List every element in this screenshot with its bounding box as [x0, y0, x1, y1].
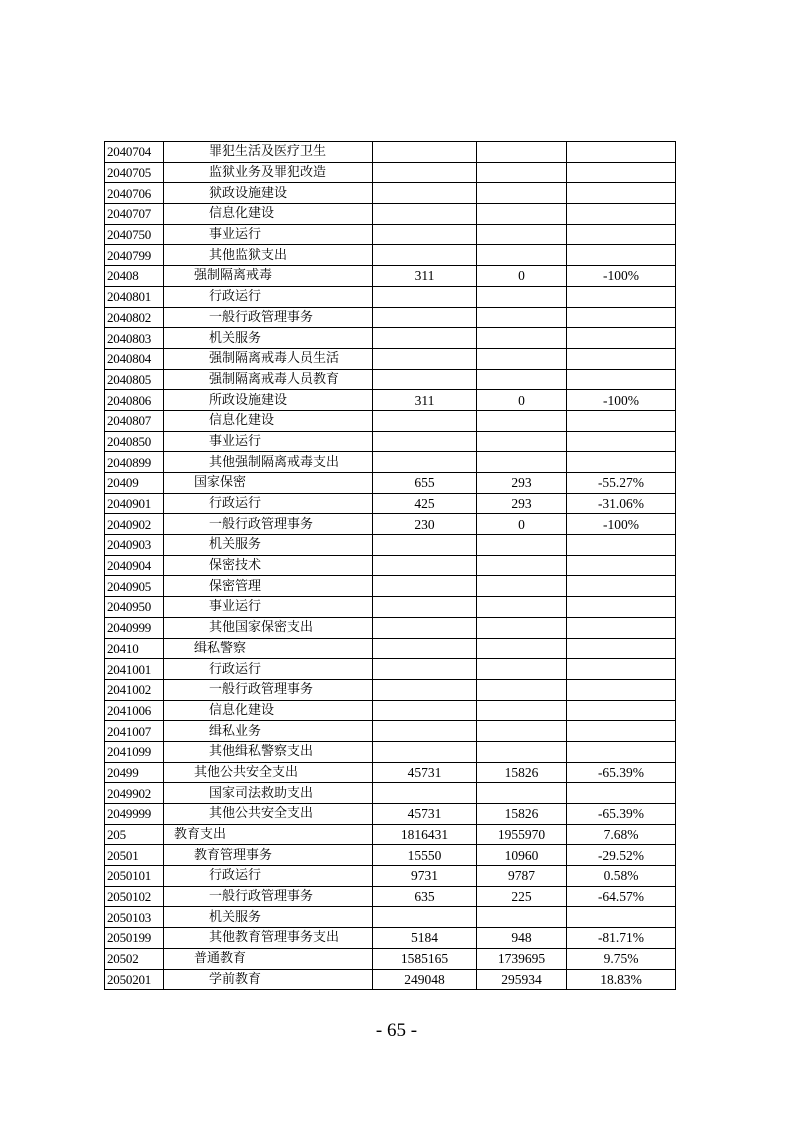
row-change: -64.57% [567, 886, 676, 907]
row-name: 事业运行 [164, 224, 373, 245]
row-value-a [373, 576, 477, 597]
row-code: 2040707 [105, 204, 164, 225]
row-name: 所政设施建设 [164, 390, 373, 411]
row-value-b [477, 617, 567, 638]
row-name: 教育管理事务 [164, 845, 373, 866]
row-value-b [477, 638, 567, 659]
table-row [105, 245, 676, 266]
row-name: 信息化建设 [164, 204, 373, 225]
row-name: 机关服务 [164, 535, 373, 556]
row-code: 2040750 [105, 224, 164, 245]
row-value-b [477, 348, 567, 369]
row-change [567, 183, 676, 204]
row-code: 2050103 [105, 907, 164, 928]
row-change [567, 679, 676, 700]
table-row [105, 783, 676, 804]
row-change [567, 369, 676, 390]
budget-table [104, 141, 676, 990]
row-code: 2040704 [105, 142, 164, 163]
row-name: 事业运行 [164, 431, 373, 452]
row-value-a [373, 783, 477, 804]
row-change: -100% [567, 514, 676, 535]
row-code: 2041099 [105, 741, 164, 762]
row-name: 一般行政管理事务 [164, 886, 373, 907]
row-name: 强制隔离戒毒人员教育 [164, 369, 373, 390]
row-name: 机关服务 [164, 328, 373, 349]
row-code: 2040805 [105, 369, 164, 390]
table-row [105, 762, 676, 783]
row-value-b [477, 679, 567, 700]
row-change [567, 638, 676, 659]
row-name: 缉私警察 [164, 638, 373, 659]
row-code: 20501 [105, 845, 164, 866]
table-row [105, 721, 676, 742]
table-row [105, 886, 676, 907]
row-value-b: 1739695 [477, 948, 567, 969]
row-change [567, 741, 676, 762]
row-name: 其他教育管理事务支出 [164, 928, 373, 949]
row-name: 缉私业务 [164, 721, 373, 742]
row-value-a [373, 555, 477, 576]
row-change [567, 286, 676, 307]
row-code: 20410 [105, 638, 164, 659]
row-value-b [477, 431, 567, 452]
row-value-a [373, 638, 477, 659]
row-code: 20502 [105, 948, 164, 969]
row-change: -65.39% [567, 762, 676, 783]
row-code: 2040904 [105, 555, 164, 576]
row-name: 保密技术 [164, 555, 373, 576]
table-row [105, 576, 676, 597]
row-change [567, 617, 676, 638]
row-code: 2050201 [105, 969, 164, 990]
row-value-a: 45731 [373, 804, 477, 825]
row-change [567, 452, 676, 473]
row-value-b [477, 183, 567, 204]
row-name: 学前教育 [164, 969, 373, 990]
row-code: 20408 [105, 266, 164, 287]
row-name: 普通教育 [164, 948, 373, 969]
table-row [105, 431, 676, 452]
row-value-b [477, 369, 567, 390]
row-code: 2040802 [105, 307, 164, 328]
row-name: 狱政设施建设 [164, 183, 373, 204]
table-row [105, 597, 676, 618]
row-value-a: 1585165 [373, 948, 477, 969]
row-code: 2040801 [105, 286, 164, 307]
table-row [105, 948, 676, 969]
row-value-b [477, 700, 567, 721]
row-change: -55.27% [567, 473, 676, 494]
row-change: -81.71% [567, 928, 676, 949]
table-row [105, 700, 676, 721]
row-change [567, 555, 676, 576]
row-code: 2040905 [105, 576, 164, 597]
row-code: 2040950 [105, 597, 164, 618]
row-code: 2041002 [105, 679, 164, 700]
row-change [567, 142, 676, 163]
row-value-b: 225 [477, 886, 567, 907]
row-change: -65.39% [567, 804, 676, 825]
row-code: 2040705 [105, 162, 164, 183]
row-value-a [373, 907, 477, 928]
row-value-b [477, 142, 567, 163]
budget-table-body [105, 142, 676, 990]
row-code: 2040806 [105, 390, 164, 411]
row-name: 其他监狱支出 [164, 245, 373, 266]
row-value-b [477, 224, 567, 245]
row-value-b: 15826 [477, 804, 567, 825]
row-code: 2041007 [105, 721, 164, 742]
row-change [567, 162, 676, 183]
table-row [105, 204, 676, 225]
row-value-b [477, 410, 567, 431]
row-value-b [477, 307, 567, 328]
row-value-b: 0 [477, 514, 567, 535]
row-value-b [477, 907, 567, 928]
table-row [105, 907, 676, 928]
row-value-a [373, 307, 477, 328]
table-row [105, 535, 676, 556]
row-value-a [373, 204, 477, 225]
table-row [105, 845, 676, 866]
row-value-b [477, 576, 567, 597]
row-value-b [477, 555, 567, 576]
row-value-b: 0 [477, 266, 567, 287]
table-row [105, 741, 676, 762]
row-value-a [373, 369, 477, 390]
table-row [105, 493, 676, 514]
row-change [567, 535, 676, 556]
row-value-b [477, 162, 567, 183]
row-change [567, 204, 676, 225]
table-row [105, 286, 676, 307]
row-code: 2040803 [105, 328, 164, 349]
row-value-b [477, 286, 567, 307]
row-name: 其他强制隔离戒毒支出 [164, 452, 373, 473]
row-change [567, 659, 676, 680]
row-value-b [477, 452, 567, 473]
table-row [105, 679, 676, 700]
row-value-a [373, 286, 477, 307]
row-value-a [373, 721, 477, 742]
table-row [105, 452, 676, 473]
row-name: 罪犯生活及医疗卫生 [164, 142, 373, 163]
row-code: 2050101 [105, 866, 164, 887]
table-row [105, 659, 676, 680]
row-change [567, 721, 676, 742]
row-change: -31.06% [567, 493, 676, 514]
table-row [105, 224, 676, 245]
table-row [105, 928, 676, 949]
table-row [105, 638, 676, 659]
row-name: 信息化建设 [164, 410, 373, 431]
row-value-a: 45731 [373, 762, 477, 783]
row-value-a [373, 659, 477, 680]
row-change [567, 576, 676, 597]
row-value-a: 15550 [373, 845, 477, 866]
row-value-a: 635 [373, 886, 477, 907]
row-name: 一般行政管理事务 [164, 514, 373, 535]
row-code: 2041001 [105, 659, 164, 680]
row-name: 信息化建设 [164, 700, 373, 721]
row-name: 国家司法救助支出 [164, 783, 373, 804]
row-code: 2040901 [105, 493, 164, 514]
row-name: 事业运行 [164, 597, 373, 618]
row-change [567, 907, 676, 928]
table-row [105, 183, 676, 204]
row-change: -100% [567, 390, 676, 411]
table-row [105, 824, 676, 845]
row-value-b [477, 535, 567, 556]
row-value-b [477, 783, 567, 804]
row-value-b: 1955970 [477, 824, 567, 845]
row-name: 保密管理 [164, 576, 373, 597]
row-value-b [477, 245, 567, 266]
row-code: 2040706 [105, 183, 164, 204]
row-code: 2040902 [105, 514, 164, 535]
row-value-a [373, 535, 477, 556]
row-code: 2050199 [105, 928, 164, 949]
row-value-b: 293 [477, 473, 567, 494]
table-row [105, 804, 676, 825]
row-code: 2040903 [105, 535, 164, 556]
row-name: 强制隔离戒毒人员生活 [164, 348, 373, 369]
row-value-a [373, 617, 477, 638]
row-name: 强制隔离戒毒 [164, 266, 373, 287]
row-code: 2050102 [105, 886, 164, 907]
table-row [105, 410, 676, 431]
row-name: 监狱业务及罪犯改造 [164, 162, 373, 183]
row-code: 2040899 [105, 452, 164, 473]
row-value-a: 9731 [373, 866, 477, 887]
row-change [567, 224, 676, 245]
table-row [105, 390, 676, 411]
row-code: 20409 [105, 473, 164, 494]
table-row [105, 514, 676, 535]
row-change: 0.58% [567, 866, 676, 887]
row-value-a [373, 348, 477, 369]
row-value-a: 655 [373, 473, 477, 494]
row-name: 国家保密 [164, 473, 373, 494]
row-name: 行政运行 [164, 659, 373, 680]
row-code: 2040807 [105, 410, 164, 431]
row-name: 其他公共安全支出 [164, 804, 373, 825]
row-code: 2049999 [105, 804, 164, 825]
table-row [105, 369, 676, 390]
row-value-b: 15826 [477, 762, 567, 783]
row-value-b [477, 204, 567, 225]
row-code: 205 [105, 824, 164, 845]
row-value-b [477, 597, 567, 618]
table-row [105, 266, 676, 287]
row-value-a [373, 162, 477, 183]
row-change: 9.75% [567, 948, 676, 969]
row-value-b [477, 741, 567, 762]
row-name: 其他缉私警察支出 [164, 741, 373, 762]
row-name: 行政运行 [164, 286, 373, 307]
table-row [105, 969, 676, 990]
row-value-a: 311 [373, 266, 477, 287]
row-value-b: 9787 [477, 866, 567, 887]
row-value-b [477, 328, 567, 349]
row-value-b [477, 721, 567, 742]
row-value-a [373, 328, 477, 349]
row-change [567, 245, 676, 266]
row-code: 2041006 [105, 700, 164, 721]
row-value-a: 425 [373, 493, 477, 514]
row-value-a [373, 452, 477, 473]
table-row [105, 555, 676, 576]
row-name: 其他国家保密支出 [164, 617, 373, 638]
row-value-a [373, 410, 477, 431]
row-change: -29.52% [567, 845, 676, 866]
row-value-a: 5184 [373, 928, 477, 949]
row-name: 行政运行 [164, 493, 373, 514]
row-code: 2040999 [105, 617, 164, 638]
row-value-a: 249048 [373, 969, 477, 990]
row-change: 18.83% [567, 969, 676, 990]
table-row [105, 866, 676, 887]
row-change [567, 307, 676, 328]
row-name: 行政运行 [164, 866, 373, 887]
row-value-a: 230 [373, 514, 477, 535]
row-value-b [477, 659, 567, 680]
row-value-a [373, 679, 477, 700]
row-value-a [373, 245, 477, 266]
table-row [105, 473, 676, 494]
row-value-a [373, 431, 477, 452]
table-row [105, 348, 676, 369]
row-value-a [373, 597, 477, 618]
row-value-a: 1816431 [373, 824, 477, 845]
row-value-a: 311 [373, 390, 477, 411]
row-value-b: 948 [477, 928, 567, 949]
row-change: 7.68% [567, 824, 676, 845]
table-row [105, 307, 676, 328]
page-number: - 65 - [375, 1020, 418, 1041]
row-change: -100% [567, 266, 676, 287]
row-code: 2040804 [105, 348, 164, 369]
row-change [567, 328, 676, 349]
row-change [567, 410, 676, 431]
row-value-a [373, 224, 477, 245]
row-name: 教育支出 [164, 824, 373, 845]
row-change [567, 783, 676, 804]
row-name: 其他公共安全支出 [164, 762, 373, 783]
row-value-b: 293 [477, 493, 567, 514]
row-value-a [373, 183, 477, 204]
table-row [105, 142, 676, 163]
table-row [105, 617, 676, 638]
row-value-a [373, 741, 477, 762]
row-code: 2040799 [105, 245, 164, 266]
table-row [105, 328, 676, 349]
row-value-b: 295934 [477, 969, 567, 990]
row-code: 2049902 [105, 783, 164, 804]
row-code: 2040850 [105, 431, 164, 452]
row-value-a [373, 700, 477, 721]
row-name: 一般行政管理事务 [164, 307, 373, 328]
row-name: 机关服务 [164, 907, 373, 928]
row-value-a [373, 142, 477, 163]
row-change [567, 431, 676, 452]
row-change [567, 597, 676, 618]
row-value-b: 0 [477, 390, 567, 411]
row-change [567, 348, 676, 369]
row-name: 一般行政管理事务 [164, 679, 373, 700]
row-change [567, 700, 676, 721]
table-row [105, 162, 676, 183]
row-value-b: 10960 [477, 845, 567, 866]
row-code: 20499 [105, 762, 164, 783]
